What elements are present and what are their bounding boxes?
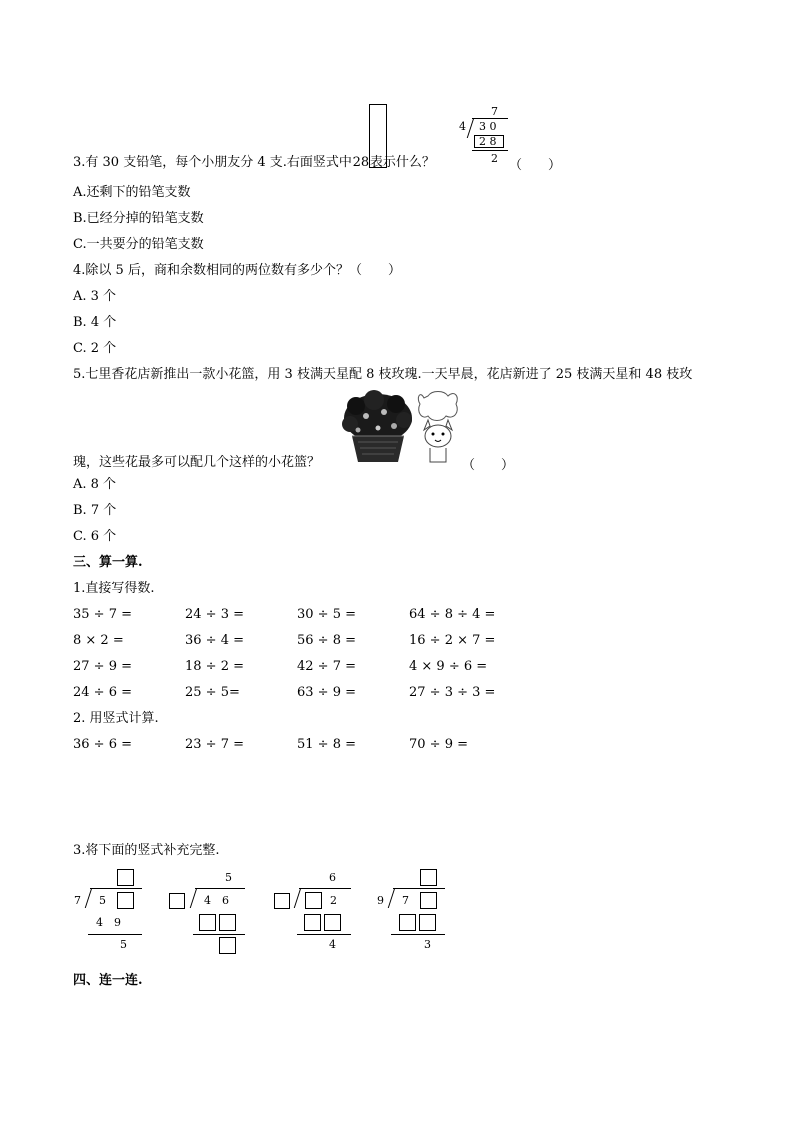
answer-box[interactable] [199,914,216,931]
division-bracket [190,888,197,908]
answer-box[interactable] [420,892,437,909]
math-item: 35 ÷ 7 = [73,607,132,622]
math-item: 25 ÷ 5= [185,685,240,700]
q4-option-c: C. 2 个 [73,341,117,356]
d1-dividend-digit: 5 [99,894,106,907]
answer-box[interactable] [304,914,321,931]
answer-box[interactable] [420,869,437,886]
d3-dividend-digit: 2 [330,894,337,907]
p1-title: 1.直接写得数. [73,581,155,596]
answer-box[interactable] [117,892,134,909]
math-item: 4 × 9 ÷ 6 = [409,659,488,674]
math-item: 30 ÷ 5 = [297,607,356,622]
p2-title: 2. 用竖式计算. [73,711,159,726]
calc-item: 36 ÷ 6 = [73,737,132,752]
d3-remainder: 4 [329,938,336,951]
math-item: 63 ÷ 9 = [297,685,356,700]
d3-quotient: 6 [329,871,336,884]
math-item: 24 ÷ 6 = [73,685,132,700]
q5-question-line2: 瑰，这些花最多可以配几个这样的小花篮？ [73,455,321,470]
q5-question-line1: 5.七里香花店新推出一款小花篮，用 3 枝满天星配 8 枝玫瑰.一天早晨，花店新进了 25 枝满天星和 48 枝玫 [73,367,693,382]
q5-option-c: C. 6 个 [73,529,117,544]
d2-quotient: 5 [225,871,232,884]
math-item: 64 ÷ 8 ÷ 4 = [409,607,496,622]
math-item: 27 ÷ 3 ÷ 3 = [409,685,496,700]
calc-item: 51 ÷ 8 = [297,737,356,752]
math-item: 18 ÷ 2 = [185,659,244,674]
q5-option-b: B. 7 个 [73,503,117,518]
answer-box[interactable] [169,893,185,909]
calc-item: 23 ÷ 7 = [185,737,244,752]
q3-question [73,154,435,172]
division-bracket [388,888,395,908]
answer-box[interactable] [219,937,236,954]
q3-quotient: 7 [491,105,498,118]
flower-basket-image [338,390,418,464]
q4-option-a: A. 3 个 [73,289,117,304]
d4-divisor: 9 [377,894,384,907]
math-item: 16 ÷ 2 × 7 = [409,633,496,648]
q3-option-c: C.一共要分的铅笔支数 [73,237,204,252]
q3-text-after: 表示什么？ [369,155,435,170]
q3-paren: （ ） [509,158,562,173]
math-item: 8 × 2 = [73,633,124,648]
q3-dividend: 3 0 [479,120,497,133]
math-item: 56 ÷ 8 = [297,633,356,648]
answer-box[interactable] [305,892,322,909]
division-bracket [294,888,301,908]
q5-paren: （ ） [462,458,515,473]
answer-box[interactable] [419,914,436,931]
answer-box[interactable] [274,893,290,909]
answer-box[interactable] [324,914,341,931]
d4-dividend-digit: 7 [402,894,409,907]
answer-box[interactable] [117,869,134,886]
p3-title: 3.将下面的竖式补充完整. [73,843,220,858]
answer-box[interactable] [219,914,236,931]
d1-remainder: 5 [120,938,127,951]
math-item: 42 ÷ 7 = [297,659,356,674]
calc-item: 70 ÷ 9 = [409,737,468,752]
q3-text-before: 3.有 30 支铅笔，每个小朋友分 4 支.右面竖式中 [73,155,352,170]
d1-divisor: 7 [74,894,81,907]
d1-product: 4 9 [96,916,121,929]
q3-remainder: 2 [491,152,498,165]
d2-dividend: 4 6 [204,894,229,907]
q4-question: 4.除以 5 后，商和余数相同的两位数有多少个？（ ） [73,263,401,278]
q4-option-b: B. 4 个 [73,315,117,330]
q3-option-b: B.已经分掉的铅笔支数 [73,211,204,226]
q3-option-a: A.还剩下的铅笔支数 [73,185,191,200]
q3-boxed-number: 28 [352,155,370,170]
section3-title: 三、算一算. [73,555,143,570]
q3-divisor: 4 [459,120,466,133]
math-item: 36 ÷ 4 = [185,633,244,648]
q5-option-a: A. 8 个 [73,477,117,492]
d4-remainder: 3 [424,938,431,951]
answer-box[interactable] [399,914,416,931]
math-item: 24 ÷ 3 = [185,607,244,622]
section4-title: 四、连一连. [73,973,143,988]
division-bracket [85,888,92,908]
q3-product: 2 8 [479,135,497,148]
math-item: 27 ÷ 9 = [73,659,132,674]
cat-cartoon-image [414,390,462,466]
